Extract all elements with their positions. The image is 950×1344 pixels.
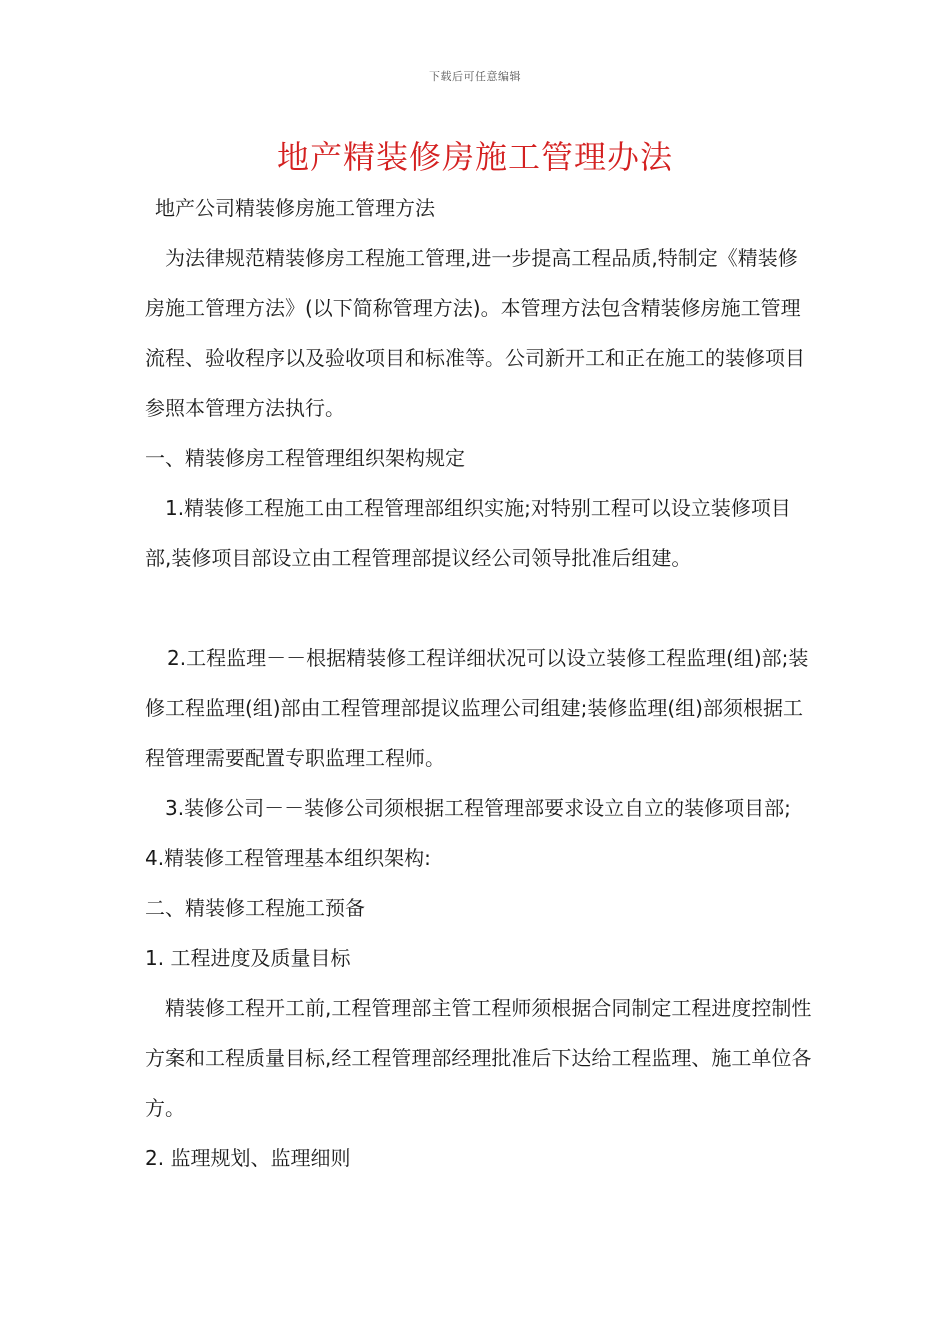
section-heading-2: 二、精装修工程施工预备 <box>145 896 365 920</box>
document-subtitle: 地产公司精装修房施工管理方法 <box>155 196 435 220</box>
item-paragraph-2: 2.工程监理－－根据精装修工程详细状况可以设立装修工程监理(组)部;装修工程监理(组)部由工程管理部提议监理公司组建;装修监理(组)部须根据工程管理需要配置专职监理工程师。 <box>145 646 809 770</box>
intro-paragraph: 为法律规范精装修房工程施工管理,进一步提高工程品质,特制定《精装修房施工管理方法》(以下简称管理方法)。本管理方法包含精装修房施工管理流程、验收程序以及验收项目和标准等。公司新开工和正在施工的装修项目参照本管理方法执行。 <box>145 246 805 420</box>
sub-heading-1: 1. 工程进度及质量目标 <box>145 946 351 970</box>
item-paragraph-3: 3.装修公司－－装修公司须根据工程管理部要求设立自立的装修项目部; <box>165 796 791 820</box>
item-paragraph-4: 4.精装修工程管理基本组织架构: <box>145 846 431 870</box>
section-heading-1: 一、精装修房工程管理组织架构规定 <box>145 446 465 470</box>
document-title: 地产精装修房施工管理办法 <box>276 138 673 176</box>
sub-heading-2: 2. 监理规划、监理细则 <box>145 1146 351 1170</box>
sub-paragraph-1: 精装修工程开工前,工程管理部主管工程师须根据合同制定工程进度控制性方案和工程质量目标,经工程管理部经理批准后下达给工程监理、施工单位各方。 <box>145 996 812 1120</box>
item-paragraph-1: 1.精装修工程施工由工程管理部组织实施;对特别工程可以设立装修项目部,装修项目部设立由工程管理部提议经公司领导批准后组建。 <box>145 496 791 570</box>
header-note: 下载后可任意编辑 <box>429 70 521 83</box>
blank-line <box>145 583 813 633</box>
document-body <box>145 183 813 1183</box>
